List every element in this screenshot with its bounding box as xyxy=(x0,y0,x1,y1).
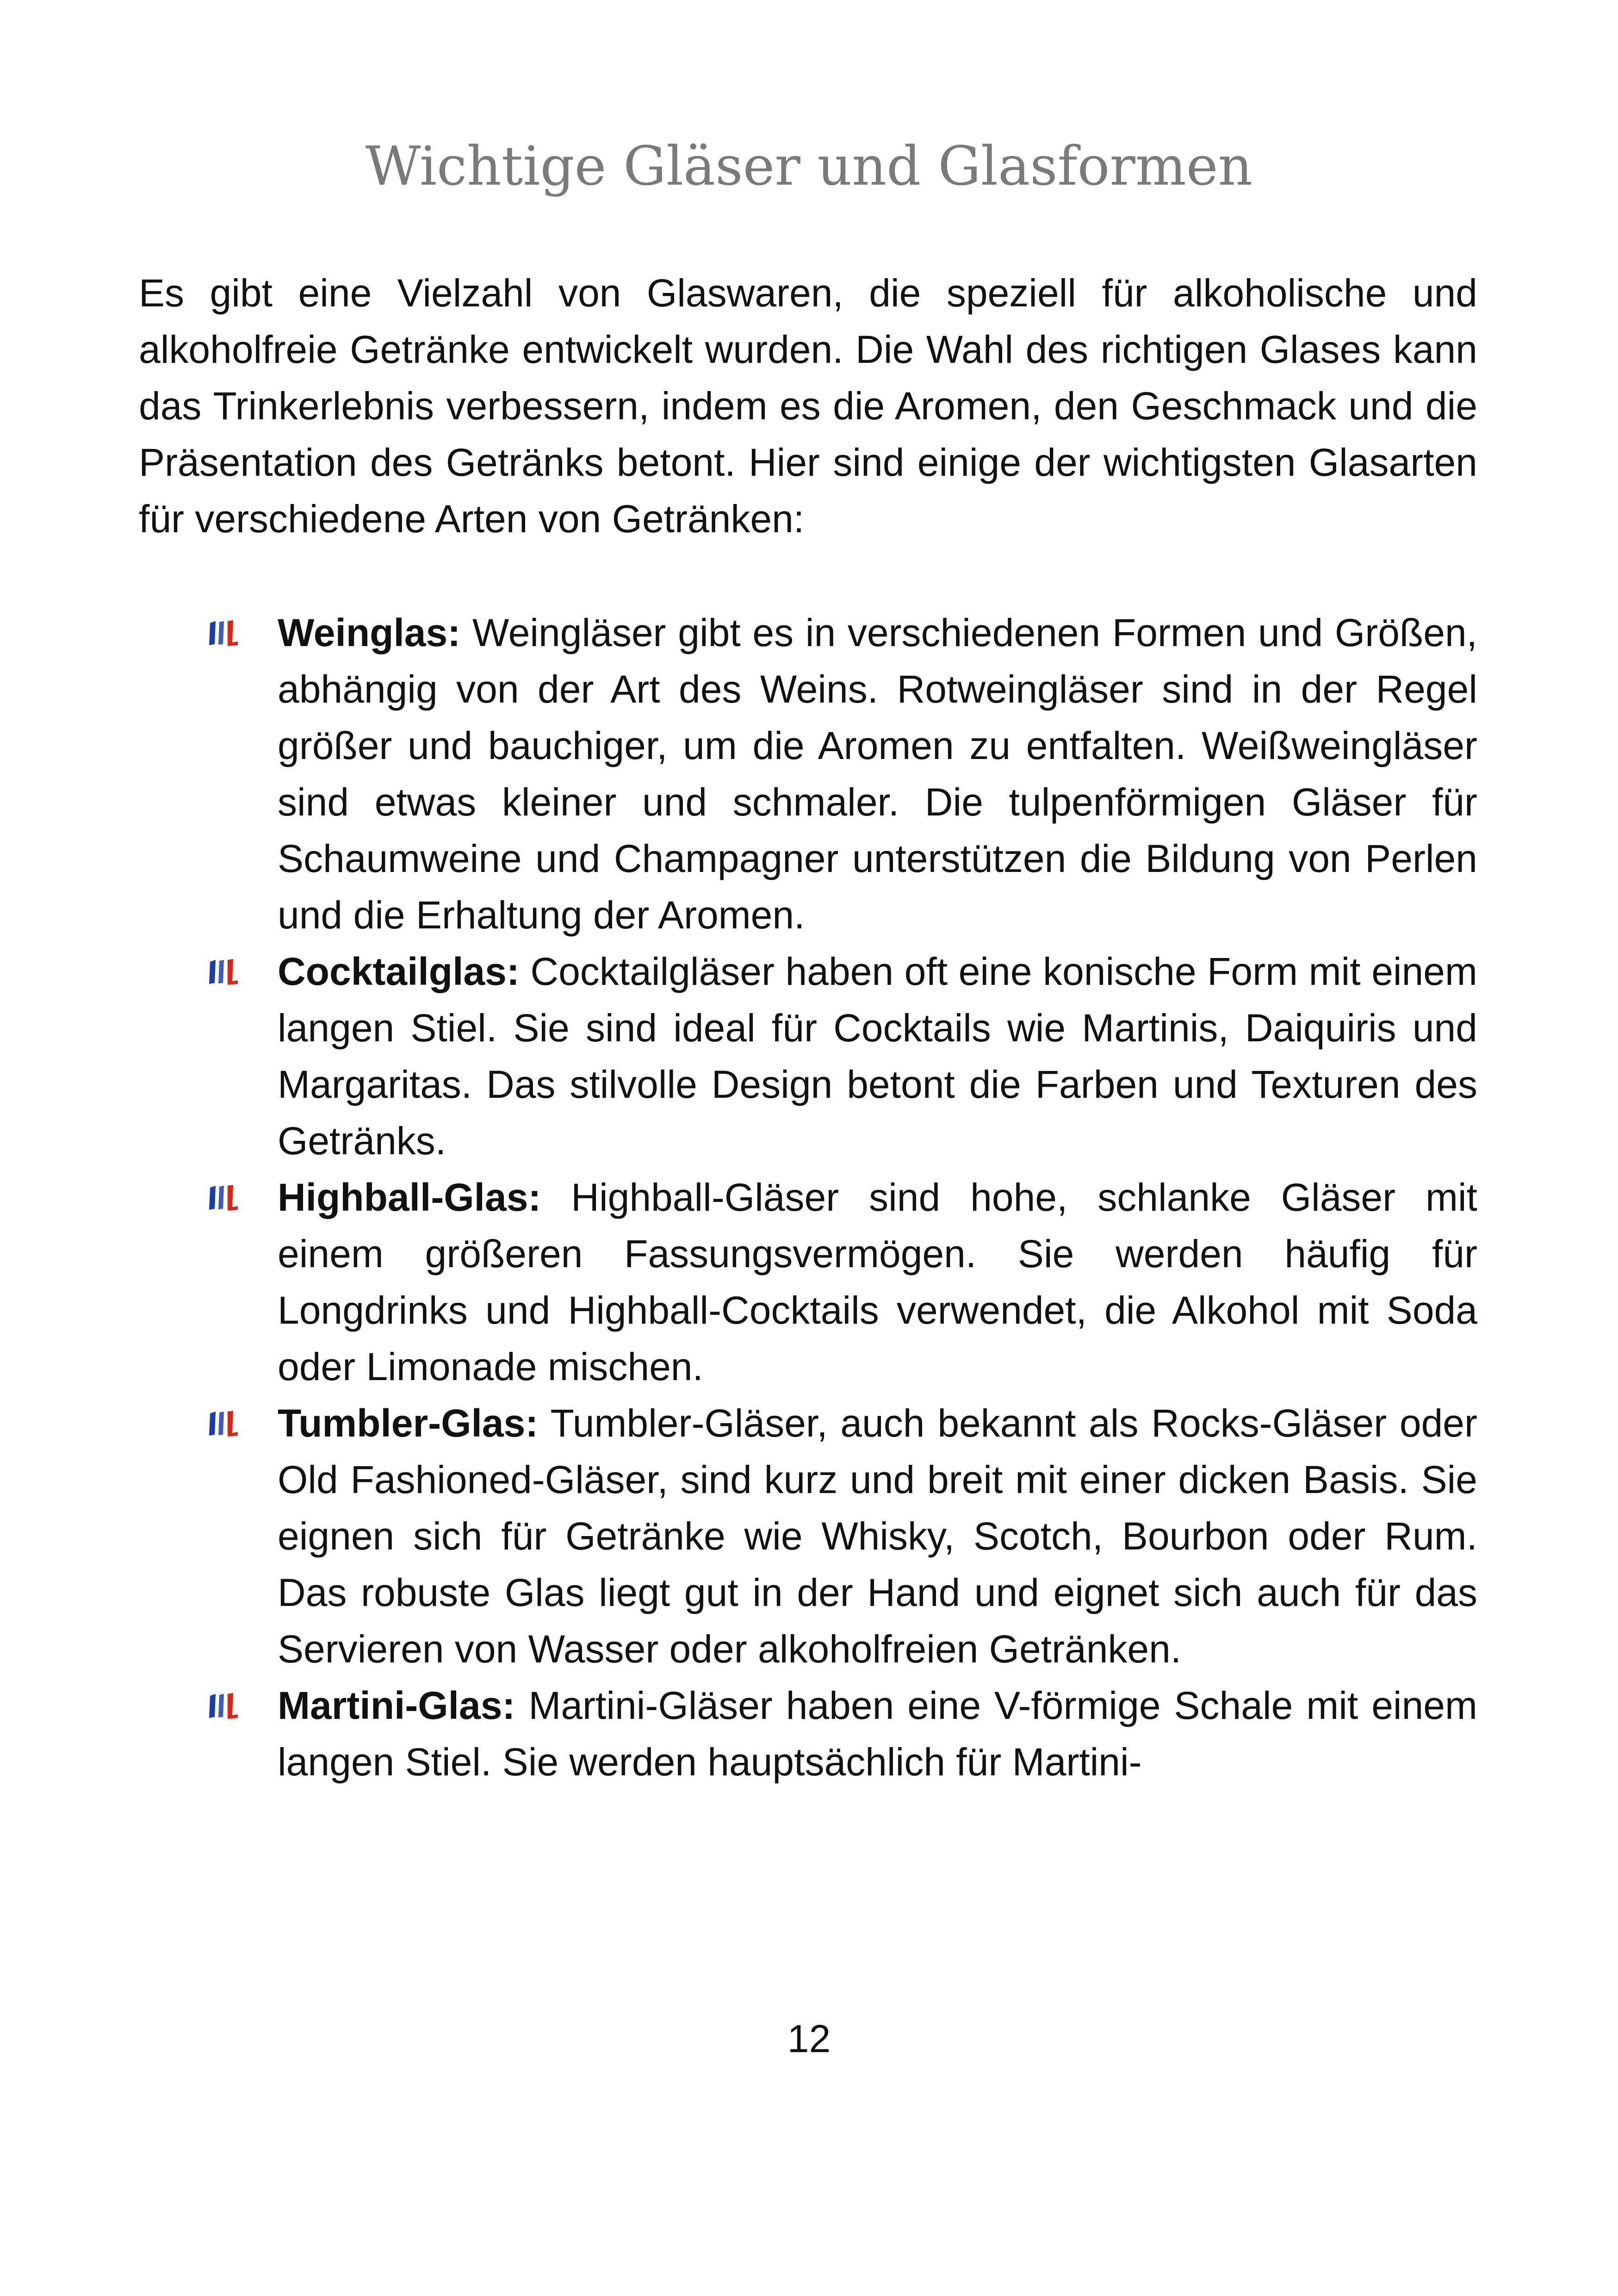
item-text: Cocktailgläser haben oft eine konische Form mit einem langen Stiel. Sie sind ideal für Cocktails wie Martinis, Daiquiris und Margaritas. Das stilvolle Design betont die Farben und Texturen des Getränks. xyxy=(278,950,1477,1163)
item-text: Martini-Gläser haben eine V-förmige Schale mit einem langen Stiel. Sie werden hauptsächlich für Martini- xyxy=(278,1684,1477,1784)
french-flag-bullet-icon xyxy=(207,957,240,985)
list-item xyxy=(139,604,1477,943)
item-term: Highball-Glas: xyxy=(278,1176,541,1219)
french-flag-bullet-icon xyxy=(207,1691,240,1719)
item-term: Weinglas: xyxy=(278,611,461,654)
item-text: Weingläser gibt es in verschiedenen Formen und Größen, abhängig von der Art des Weins. Rotweingläser sind in der Regel größer und bauchiger, um die Aromen zu entfalten. Weißweingläser sind etwas kleiner und schmaler. Die tulpenförmigen Gläser für Schaumweine und Champagner unterstützen die Bildung von Perlen und die Erhaltung der Aromen. xyxy=(278,611,1477,937)
list-item xyxy=(139,943,1477,1169)
item-text: Highball-Gläser sind hohe, schlanke Gläser mit einem größeren Fassungsvermögen. Sie werden häufig für Longdrinks und Highball-Cocktails verwendet, die Alkohol mit Soda oder Limonade mischen. xyxy=(278,1176,1477,1388)
french-flag-bullet-icon xyxy=(207,1409,240,1437)
page-title: Wichtige Gläser und Glasformen xyxy=(365,135,1253,198)
glass-types-list xyxy=(139,604,1477,1790)
intro-paragraph: Es gibt eine Vielzahl von Glaswaren, die speziell für alkoholische und alkoholfreie Getränke entwickelt wurden. Die Wahl des richtigen Glases kann das Trinkerlebnis verbessern, indem es die Aromen, den Geschmack und die Präsentation des Getränks betont. Hier sind einige der wichtigsten Glasarten für verschiedene Arten von Getränken: xyxy=(139,271,1477,541)
item-term: Martini-Glas: xyxy=(278,1684,515,1727)
item-text: Tumbler-Gläser, auch bekannt als Rocks-Gläser oder Old Fashioned-Gläser, sind kurz und breit mit einer dicken Basis. Sie eignen sich für Getränke wie Whisky, Scotch, Bourbon oder Rum. Das robuste Glas liegt gut in der Hand und eignet sich auch für das Servieren von Wasser oder alkoholfreien Getränken. xyxy=(278,1401,1477,1671)
item-term: Tumbler-Glas: xyxy=(278,1401,539,1445)
french-flag-bullet-icon xyxy=(207,618,240,646)
list-item xyxy=(139,1169,1477,1395)
list-item xyxy=(139,1395,1477,1677)
item-term: Cocktailglas: xyxy=(278,950,520,993)
french-flag-bullet-icon xyxy=(207,1183,240,1211)
page-number: 12 xyxy=(787,2017,831,2060)
list-item xyxy=(139,1677,1477,1790)
